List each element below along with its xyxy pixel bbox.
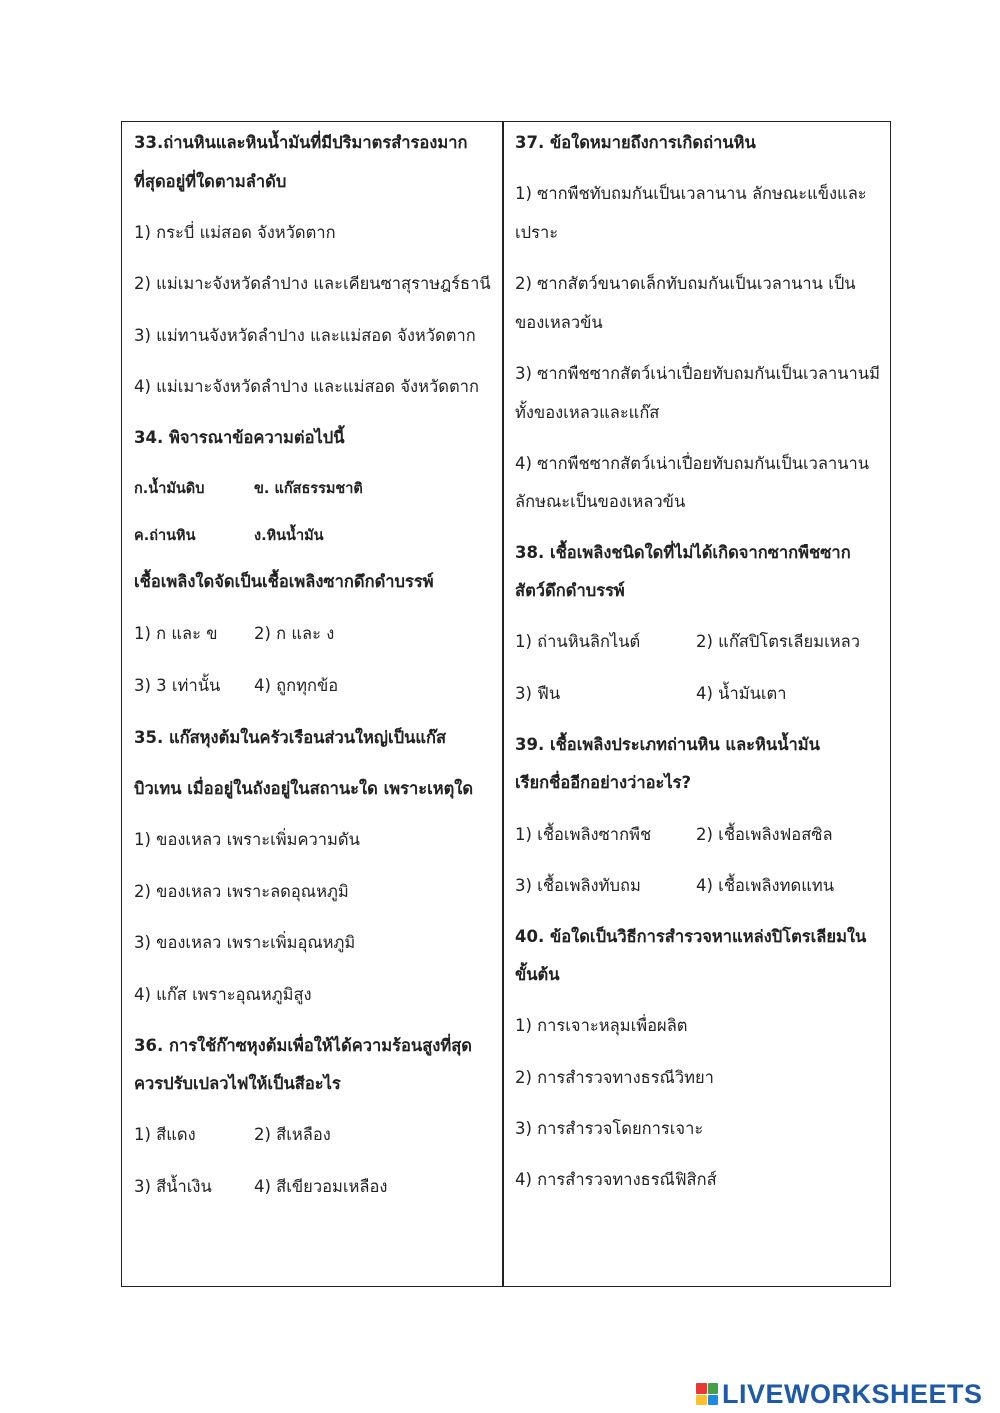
q38-option-3[interactable]: 3) ฟืน bbox=[515, 684, 561, 703]
brand-name: LIVEWORKSHEETS bbox=[722, 1378, 983, 1409]
q39-title-line2: เรียกชื่ออีกอย่างว่าอะไร? bbox=[515, 773, 692, 792]
q35-option-4[interactable]: 4) แก๊ส เพราะอุณหภูมิสูง bbox=[134, 985, 312, 1004]
q34-option-1[interactable]: 1) ก และ ข bbox=[134, 624, 218, 643]
q35-option-2[interactable]: 2) ของเหลว เพราะลดอุณหภูมิ bbox=[134, 882, 349, 901]
q34-option-3[interactable]: 3) 3 เท่านั้น bbox=[134, 676, 221, 695]
q37-option-3-line2[interactable]: ทั้งของเหลวและแก๊ส bbox=[515, 403, 660, 422]
q33-title-line1: 33.ถ่านหินและหินน้ำมันที่มีปริมาตรสำรองมาก bbox=[134, 133, 468, 152]
q38-option-1[interactable]: 1) ถ่านหินลิกไนต์ bbox=[515, 632, 641, 651]
q37-option-3-line1[interactable]: 3) ซากพืชซากสัตว์เน่าเปื่อยทับถมกันเป็นเวลานานมี bbox=[515, 364, 880, 383]
q39-option-3[interactable]: 3) เชื้อเพลิงทับถม bbox=[515, 876, 641, 895]
logo-square bbox=[696, 1383, 707, 1394]
q36-option-2[interactable]: 2) สีเหลือง bbox=[254, 1125, 331, 1144]
q40-option-2[interactable]: 2) การสำรวจทางธรณีวิทยา bbox=[515, 1068, 714, 1087]
column-divider bbox=[502, 122, 504, 1286]
q36-title-line1: 36. การใช้ก๊าซหุงต้มเพื่อให้ได้ความร้อนสูงที่สุด bbox=[134, 1036, 472, 1055]
q37-option-1-line1[interactable]: 1) ซากพืชทับถมกันเป็นเวลานาน ลักษณะแข็งและ bbox=[515, 184, 867, 203]
q40-option-1[interactable]: 1) การเจาะหลุมเพื่อผลิต bbox=[515, 1016, 688, 1035]
q34-option-2[interactable]: 2) ก และ ง bbox=[254, 624, 335, 643]
q38-option-2[interactable]: 2) แก๊สปิโตรเลียมเหลว bbox=[696, 632, 860, 651]
logo-square bbox=[708, 1383, 719, 1394]
q37-option-2-line1[interactable]: 2) ซากสัตว์ขนาดเล็กทับถมกันเป็นเวลานาน เป็น bbox=[515, 274, 856, 293]
liveworksheets-logo bbox=[696, 1378, 983, 1410]
q37-option-1-line2[interactable]: เปราะ bbox=[515, 223, 559, 242]
q37-option-4-line2[interactable]: ลักษณะเป็นของเหลวข้น bbox=[515, 492, 686, 511]
q34-option-4[interactable]: 4) ถูกทุกข้อ bbox=[254, 676, 339, 695]
q33-option-2[interactable]: 2) แม่เมาะจังหวัดลำปาง และเคียนซาสุราษฎร์ธานี bbox=[134, 274, 491, 293]
q36-option-3[interactable]: 3) สีน้ำเงิน bbox=[134, 1177, 212, 1196]
q36-title-line2: ควรปรับเปลวไฟให้เป็นสีอะไร bbox=[134, 1074, 341, 1093]
q37-option-2-line2[interactable]: ของเหลวข้น bbox=[515, 313, 603, 332]
q33-option-3[interactable]: 3) แม่ทานจังหวัดลำปาง และแม่สอด จังหวัดตาก bbox=[134, 326, 476, 345]
logo-square bbox=[708, 1395, 719, 1406]
q35-option-3[interactable]: 3) ของเหลว เพราะเพิ่มอุณหภูมิ bbox=[134, 933, 356, 952]
logo-square bbox=[696, 1395, 707, 1406]
q40-option-4[interactable]: 4) การสำรวจทางธรณีฟิสิกส์ bbox=[515, 1170, 717, 1189]
q39-option-1[interactable]: 1) เชื้อเพลิงซากพืช bbox=[515, 825, 652, 844]
q34-question: เชื้อเพลิงใดจัดเป็นเชื้อเพลิงซากดึกดำบรรพ์ bbox=[134, 572, 434, 591]
q36-option-1[interactable]: 1) สีแดง bbox=[134, 1125, 196, 1144]
q37-title: 37. ข้อใดหมายถึงการเกิดถ่านหิน bbox=[515, 133, 756, 152]
q38-title-line2: สัตว์ดึกดำบรรพ์ bbox=[515, 581, 625, 600]
q39-option-2[interactable]: 2) เชื้อเพลิงฟอสซิล bbox=[696, 825, 833, 844]
q34-item-b: ข. แก๊สธรรมชาติ bbox=[254, 481, 363, 497]
q40-title-line2: ขั้นต้น bbox=[515, 965, 560, 984]
q38-option-4[interactable]: 4) น้ำมันเตา bbox=[696, 684, 787, 703]
q40-option-3[interactable]: 3) การสำรวจโดยการเจาะ bbox=[515, 1119, 704, 1138]
q38-title-line1: 38. เชื้อเพลิงชนิดใดที่ไม่ได้เกิดจากซากพืชซาก bbox=[515, 543, 851, 562]
q35-title-line2: บิวเทน เมื่ออยู่ในถังอยู่ในสถานะใด เพราะเหตุใด bbox=[134, 779, 474, 798]
q37-option-4-line1[interactable]: 4) ซากพืชซากสัตว์เน่าเปื่อยทับถมกันเป็นเวลานาน bbox=[515, 454, 870, 473]
q36-option-4[interactable]: 4) สีเขียวอมเหลือง bbox=[254, 1177, 388, 1196]
liveworksheets-logo-icon bbox=[696, 1383, 718, 1405]
q39-option-4[interactable]: 4) เชื้อเพลิงทดแทน bbox=[696, 876, 834, 895]
q35-title-line1: 35. แก๊สหุงต้มในครัวเรือนส่วนใหญ่เป็นแก๊ส bbox=[134, 728, 447, 747]
q34-item-a: ก.น้ำมันดิบ bbox=[134, 481, 205, 497]
q40-title-line1: 40. ข้อใดเป็นวิธีการสำรวจหาแหล่งปิโตรเลียมใน bbox=[515, 927, 867, 946]
q34-item-d: ง.หินน้ำมัน bbox=[254, 528, 324, 544]
q33-title-line2: ที่สุดอยู่ที่ใดตามลำดับ bbox=[134, 172, 287, 191]
q34-title: 34. พิจารณาข้อความต่อไปนี้ bbox=[134, 428, 345, 447]
q33-option-1[interactable]: 1) กระบี่ แม่สอด จังหวัดตาก bbox=[134, 223, 336, 242]
q35-option-1[interactable]: 1) ของเหลว เพราะเพิ่มความดัน bbox=[134, 830, 360, 849]
worksheet-table bbox=[121, 121, 891, 1287]
q33-option-4[interactable]: 4) แม่เมาะจังหวัดลำปาง และแม่สอด จังหวัดตาก bbox=[134, 377, 479, 396]
q39-title-line1: 39. เชื้อเพลิงประเภทถ่านหิน และหินน้ำมัน bbox=[515, 735, 820, 754]
q34-item-c: ค.ถ่านหิน bbox=[134, 528, 196, 544]
